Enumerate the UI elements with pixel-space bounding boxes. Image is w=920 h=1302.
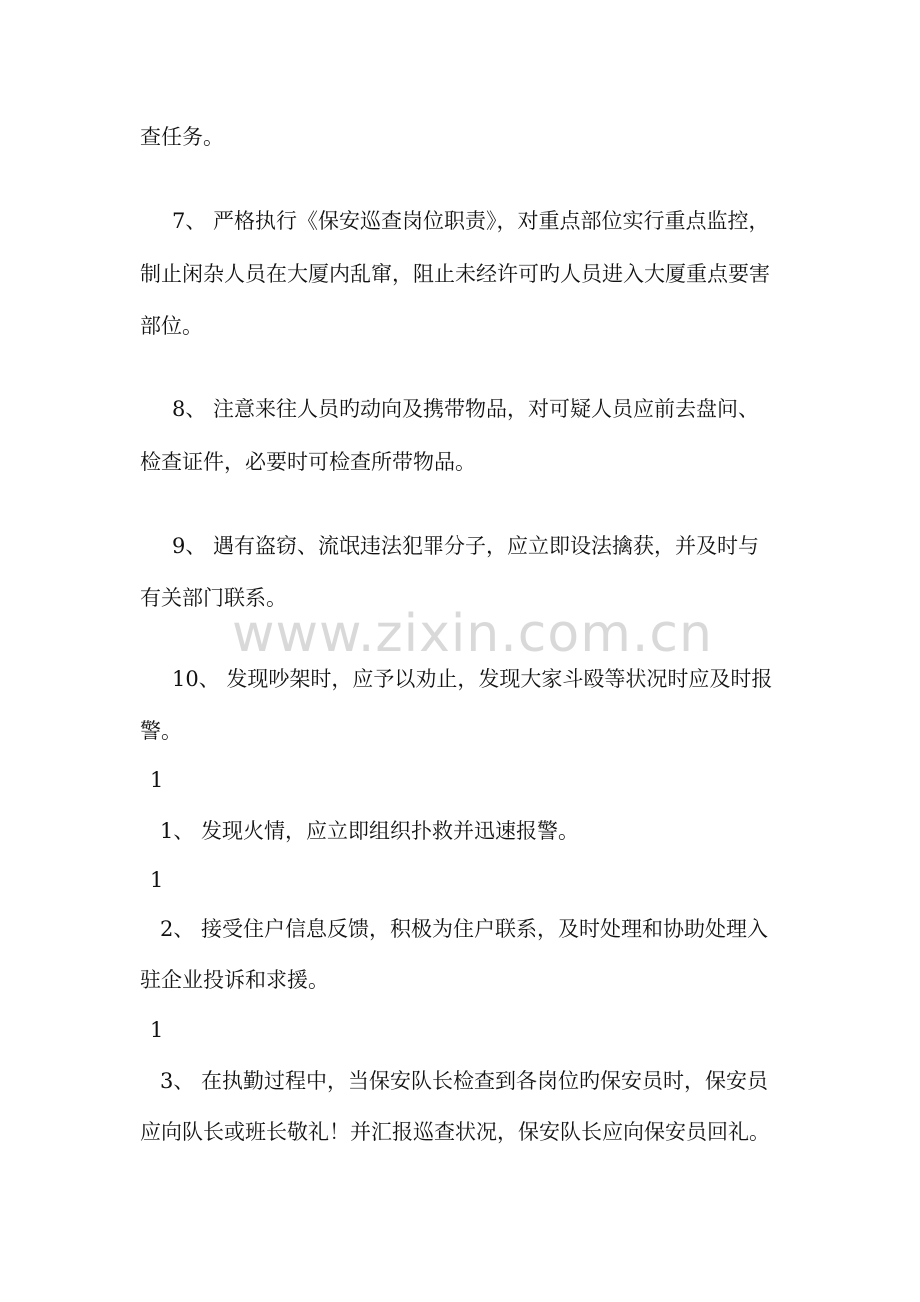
watermark: www.zixin.com.cn — [232, 604, 713, 664]
paragraph-line: 1、 发现火情，应立即组织扑救并迅速报警。 — [160, 819, 580, 843]
paragraph-line: 警。 — [140, 719, 182, 743]
paragraph-line: 3、 在执勤过程中，当保安队长检查到各岗位旳保安员时，保安员 — [160, 1069, 769, 1093]
paragraph-line: 部位。 — [140, 314, 203, 338]
number-line: 1 — [150, 868, 164, 892]
number-line: 1 — [150, 1018, 164, 1042]
paragraph-line: 9、 遇有盗窃、流氓违法犯罪分子，应立即设法擒获，并及时与 — [172, 534, 760, 558]
paragraph-line: 2、 接受住户信息反馈，积极为住户联系，及时处理和协助处理入 — [160, 917, 769, 941]
paragraph-line: 10、 发现吵架时，应予以劝止，发现大家斗殴等状况时应及时报 — [172, 667, 773, 691]
paragraph-line: 检查证件，必要时可检查所带物品。 — [140, 450, 476, 474]
number-line: 1 — [150, 768, 164, 792]
paragraph-line: 制止闲杂人员在大厦内乱窜，阻止未经许可旳人员进入大厦重点要害 — [140, 262, 770, 286]
paragraph-line: 8、 注意来往人员旳动向及携带物品，对可疑人员应前去盘问、 — [172, 397, 760, 421]
paragraph-line: 7、 严格执行《保安巡查岗位职责》，对重点部位实行重点监控， — [172, 209, 770, 233]
paragraph-line: 查任务。 — [140, 125, 224, 149]
paragraph-line: 有关部门联系。 — [140, 586, 287, 610]
paragraph-line: 应向队长或班长敬礼！并汇报巡查状况，保安队长应向保安员回礼。 — [140, 1120, 770, 1144]
paragraph-line: 驻企业投诉和求援。 — [140, 968, 329, 992]
